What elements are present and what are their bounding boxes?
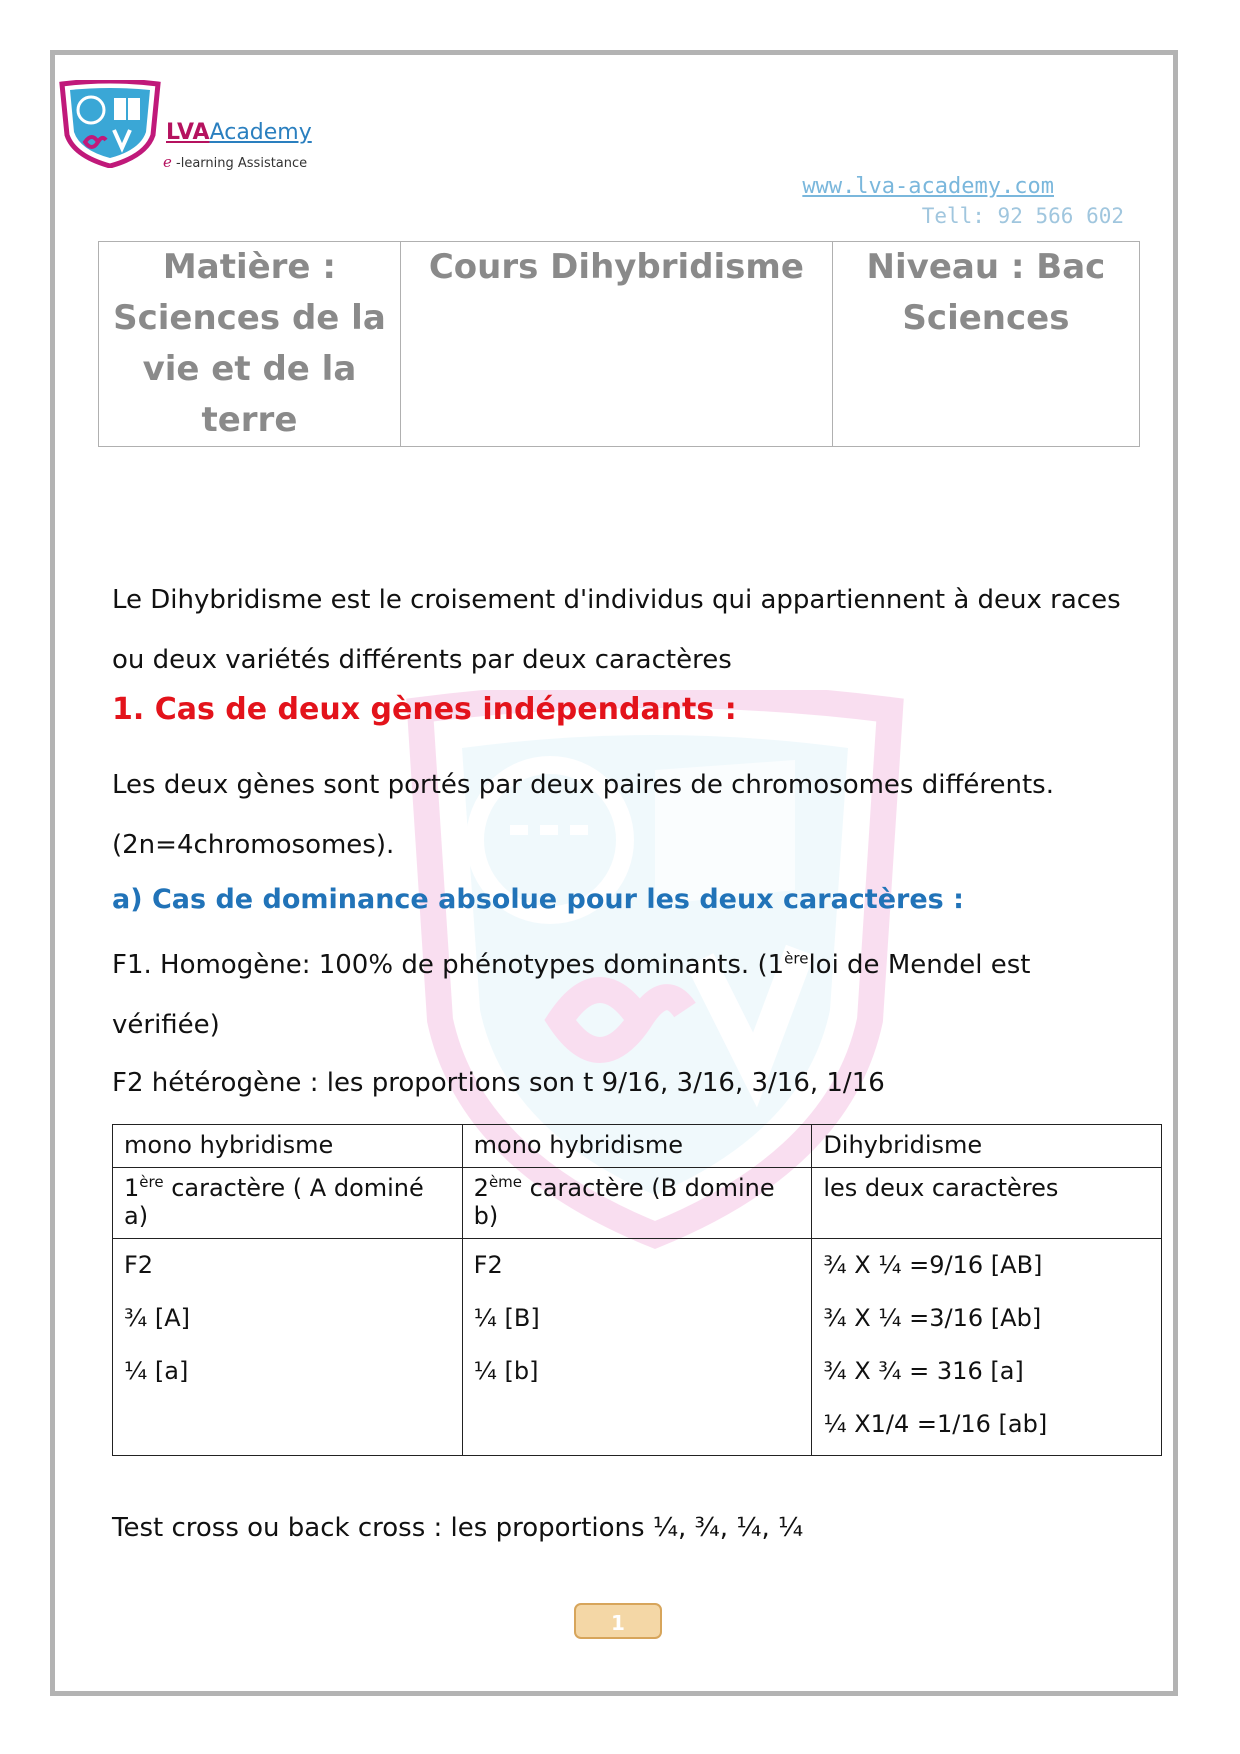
cell-line: F2 [124,1251,154,1279]
table-row [113,1125,1162,1168]
website-link[interactable]: www.lva-academy.com [802,174,1054,199]
table-cell: mono hybridisme [113,1125,463,1168]
cell-line: ¾ X ¼ =3/16 [Ab] [823,1304,1042,1332]
table-cell: Dihybridisme [812,1125,1162,1168]
table-cell [462,1239,812,1456]
table-cell [113,1239,463,1456]
subsection-a-heading: a) Cas de dominance absolue pour les deux caractères : [112,884,964,915]
cell-line: ¼ [b] [473,1357,539,1385]
f1-paragraph: F1. Homogène: 100% de phénotypes dominants. (1èreloi de Mendel est vérifiée) [112,949,1031,1040]
table-row [113,1239,1162,1456]
cell-line: F2 [473,1251,503,1279]
course-title-cell: Cours Dihybridisme [400,242,832,447]
brand-tagline: e -learning Assistance [163,153,308,171]
cross-table [112,1124,1162,1456]
test-cross-paragraph: Test cross ou back cross : les proportions ¼, ¾, ¼, ¼ [112,1513,804,1543]
lva-academy-logo [58,80,163,168]
intro-paragraph: Le Dihybridisme est le croisement d'individus qui appartiennent à deux races ou deux variétés différents par deux caractères [112,585,1121,675]
section-1-heading: 1. Cas de deux gènes indépendants : [112,692,737,727]
cell-line: ¼ [B] [473,1304,540,1332]
f2-paragraph: F2 hétérogène : les proportions son t 9/16, 3/16, 3/16, 1/16 [112,1068,885,1098]
brand-name: LVAAcademy [166,120,312,145]
subject-cell: Matière : Sciences de la vie et de la terre [99,242,401,447]
section-1-text: Les deux gènes sont portés par deux paires de chromosomes différents. (2n=4chromosomes). [112,770,1054,860]
cell-line: ¼ [a] [124,1357,189,1385]
cell-line: ¾ X ¾ = 316 [a] [823,1357,1024,1385]
table-cell: les deux caractères [812,1168,1162,1239]
level-cell: Niveau : Bac Sciences [832,242,1139,447]
cell-line: ¾ [A] [124,1304,191,1332]
table-row [113,1168,1162,1239]
cell-line: ¾ X ¼ =9/16 [AB] [823,1251,1043,1279]
cell-line: ¼ X1/4 =1/16 [ab] [823,1410,1048,1438]
telephone: Tell: 92 566 602 [921,204,1124,228]
table-cell: mono hybridisme [462,1125,812,1168]
table-cell [812,1239,1162,1456]
course-header-table [98,241,1140,447]
table-cell: 2ème caractère (B domine b) [462,1168,812,1239]
table-cell: 1ère caractère ( A dominé a) [113,1168,463,1239]
page-number: 1 [574,1603,662,1639]
